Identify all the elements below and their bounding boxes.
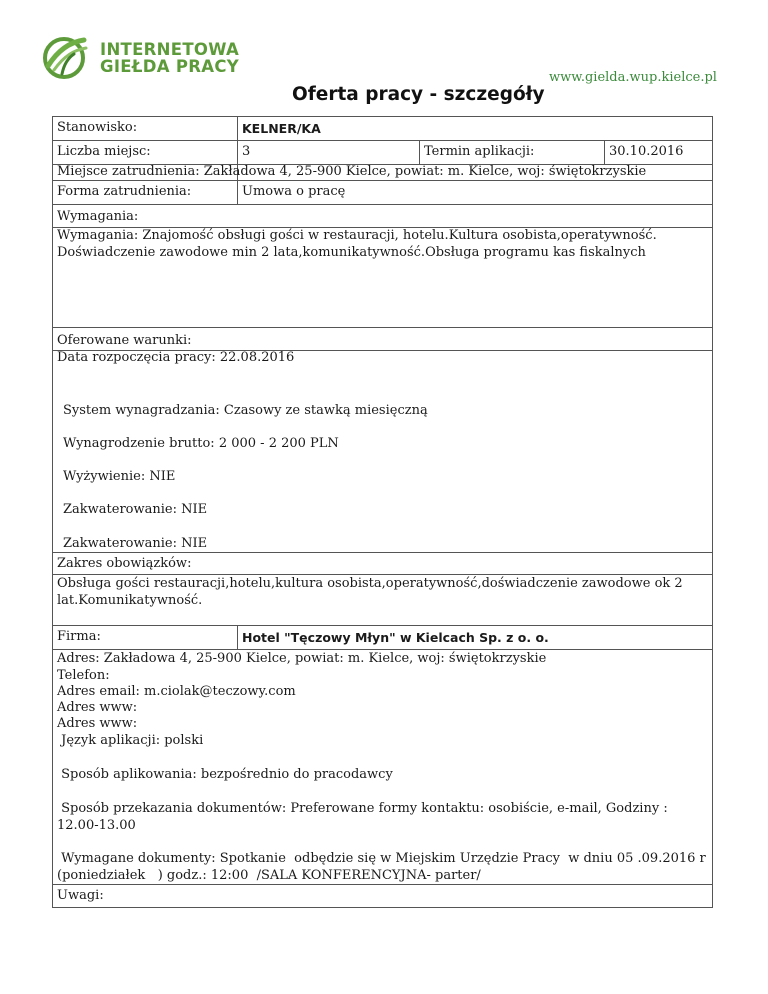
logo-line1: INTERNETOWA bbox=[100, 40, 240, 59]
zakwaterowanie-2: Zakwaterowanie: NIE bbox=[63, 536, 208, 551]
przekazanie-line1: Sposób przekazania dokumentów: Preferowane formy kontaktu: osobiście, e-mail, Godziny : bbox=[57, 801, 668, 816]
forma-label: Forma zatrudnienia: bbox=[57, 184, 192, 199]
firma-telefon: Telefon: bbox=[57, 668, 110, 683]
stanowisko-label: Stanowisko: bbox=[57, 120, 138, 135]
obowiazki-header: Zakres obowiązków: bbox=[57, 556, 192, 571]
logo-line2: GIEŁDA PRACY bbox=[100, 57, 239, 76]
data-rozpoczecia: Data rozpoczęcia pracy: 22.08.2016 bbox=[57, 350, 295, 365]
dokumenty-line1: Wymagane dokumenty: Spotkanie odbędzie się w Miejskim Urzędzie Pracy w dniu 05 .09.2016 r bbox=[57, 851, 706, 866]
liczba-miejsc-label: Liczba miejsc: bbox=[57, 144, 151, 159]
zakwaterowanie-1: Zakwaterowanie: NIE bbox=[63, 502, 208, 517]
forma-value: Umowa o pracę bbox=[242, 184, 346, 199]
wymagania-header: Wymagania: bbox=[57, 209, 139, 224]
wymagania-line2: Doświadczenie zawodowe min 2 lata,komunikatywność.Obsługa programu kas fiskalnych bbox=[57, 245, 646, 260]
termin-value: 30.10.2016 bbox=[609, 144, 684, 159]
warunki-header: Oferowane warunki: bbox=[57, 333, 192, 348]
jezyk-aplikacji: Język aplikacji: polski bbox=[57, 733, 204, 748]
system-wynagradzania: System wynagradzania: Czasowy ze stawką miesięczną bbox=[63, 403, 428, 418]
firma-www-2: Adres www: bbox=[57, 716, 138, 731]
obowiazki-line1: Obsługa gości restauracji,hotelu,kultura osobista,operatywność,doświadczenie zawodowe ok 2 bbox=[57, 576, 683, 591]
wynagrodzenie: Wynagrodzenie brutto: 2 000 - 2 200 PLN bbox=[63, 436, 339, 451]
uwagi-label: Uwagi: bbox=[57, 888, 104, 903]
firma-name: Hotel "Tęczowy Młyn" w Kielcach Sp. z o. o. bbox=[242, 630, 549, 645]
obowiazki-line2: lat.Komunikatywność. bbox=[57, 593, 203, 608]
logo-text bbox=[100, 41, 239, 75]
firma-adres: Adres: Zakładowa 4, 25-900 Kielce, powiat: m. Kielce, woj: świętokrzyskie bbox=[57, 651, 547, 666]
page-title: Oferta pracy - szczegóły bbox=[292, 84, 545, 105]
firma-email: Adres email: m.ciolak@teczowy.com bbox=[57, 684, 296, 699]
site-url[interactable]: www.gielda.wup.kielce.pl bbox=[549, 70, 717, 85]
liczba-miejsc-value: 3 bbox=[242, 144, 251, 159]
firma-www-1: Adres www: bbox=[57, 700, 138, 715]
firma-label: Firma: bbox=[57, 629, 101, 644]
miejsce-zatrudnienia: Miejsce zatrudnienia: Zakładowa 4, 25-900 Kielce, powiat: m. Kielce, woj: świętokrzyskie bbox=[57, 164, 647, 179]
wyzywienie: Wyżywienie: NIE bbox=[63, 469, 176, 484]
wymagania-line1: Wymagania: Znajomość obsługi gości w restauracji, hotelu.Kultura osobista,operatywność. bbox=[57, 228, 657, 243]
logo-globe-icon bbox=[40, 36, 92, 80]
stanowisko-value: KELNER/KA bbox=[242, 121, 321, 136]
termin-label: Termin aplikacji: bbox=[424, 144, 535, 159]
logo bbox=[40, 36, 239, 80]
dokumenty-line2: (poniedziałek ) godz.: 12:00 /SALA KONFERENCYJNA- parter/ bbox=[57, 868, 481, 883]
przekazanie-line2: 12.00-13.00 bbox=[57, 818, 136, 833]
sposob-aplikowania: Sposób aplikowania: bezpośrednio do pracodawcy bbox=[57, 767, 393, 782]
